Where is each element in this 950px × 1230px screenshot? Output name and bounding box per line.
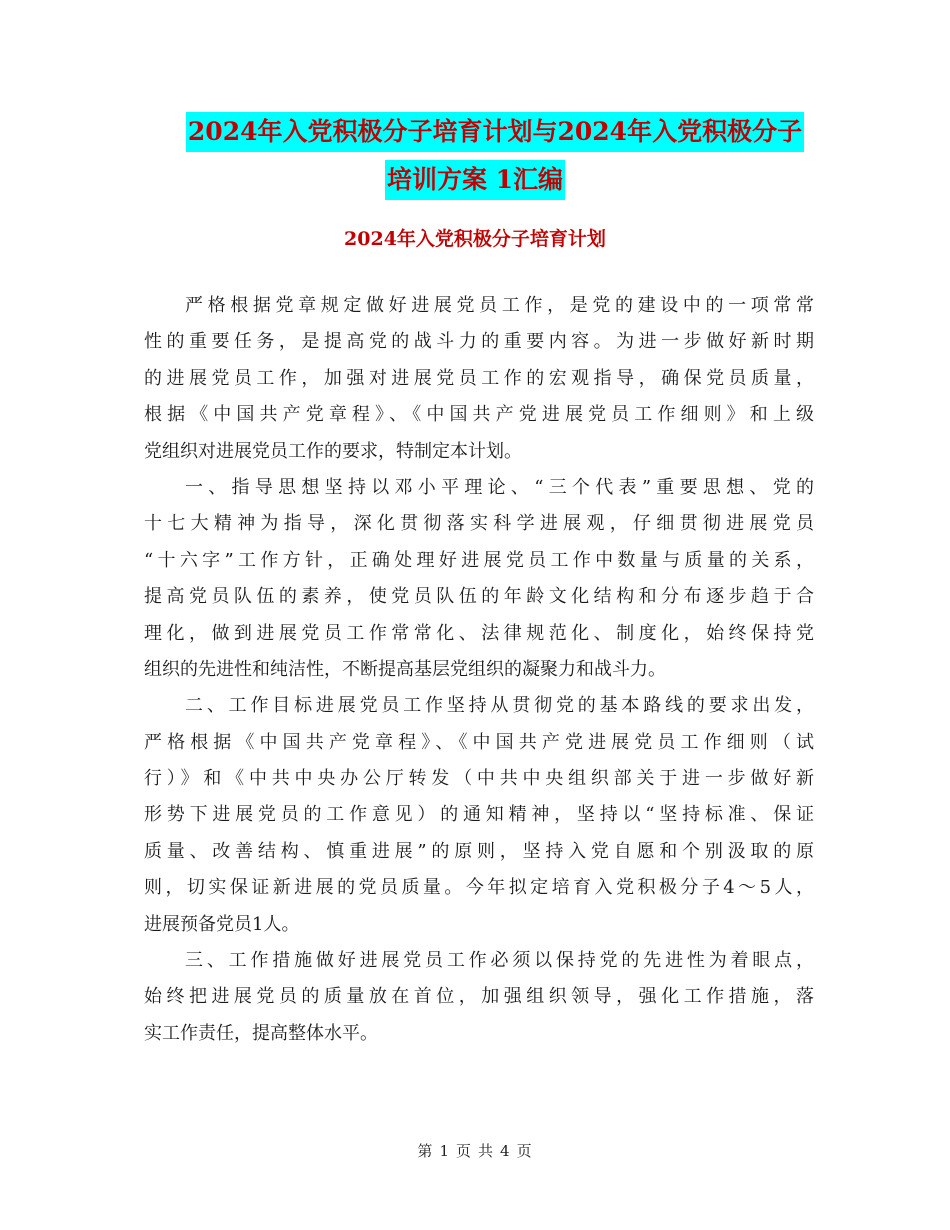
footer-total-pages: 4 <box>500 1142 511 1160</box>
paragraph-intro <box>144 288 814 470</box>
document-title <box>0 112 950 208</box>
title-line-1: 2024年入党积极分子培育计划与2024年入党积极分子 <box>186 112 804 152</box>
text-line: 提高党员队伍的素养，使党员队伍的年龄文化结构和分布逐步趋于合 <box>144 586 814 608</box>
text-line: 根据《中国共产党章程》、《中国共产党进展党员工作细则》和上级 <box>144 404 814 426</box>
text-line: 严格根据《中国共产党章程》、《中国共产党进展党员工作细则（试 <box>144 731 814 753</box>
text-line: 始终把进展党员的质量放在首位，加强组织领导，强化工作措施，落 <box>144 986 814 1008</box>
text-line: 三、工作措施做好进展党员工作必须以保持党的先进性为着眼点， <box>185 950 814 972</box>
page-footer <box>0 1140 950 1161</box>
text-line: 形势下进展党员的工作意见）的通知精神，坚持以“坚持标准、保证 <box>144 804 814 826</box>
text-line: 进展预备党员1人。 <box>144 913 300 935</box>
text-line: 一、指导思想坚持以邓小平理论、“三个代表”重要思想、党的 <box>185 476 814 498</box>
text-line: 严格根据党章规定做好进展党员工作，是党的建设中的一项常常 <box>185 295 814 316</box>
text-line: 党组织对进展党员工作的要求，特制定本计划。 <box>144 440 522 462</box>
footer-page-number: 1 <box>439 1142 450 1160</box>
paragraph-guiding-thought <box>144 470 814 688</box>
text-line: 的进展党员工作，加强对进展党员工作的宏观指导，确保党员质量， <box>144 367 814 389</box>
text-line: 则，切实保证新进展的党员质量。今年拟定培育入党积极分子4～5人， <box>144 877 814 899</box>
text-line: 性的重要任务，是提高党的战斗力的重要内容。为进一步做好新时期 <box>144 331 814 353</box>
text-line: 二、工作目标进展党员工作坚持从贯彻党的基本路线的要求出发， <box>185 695 814 717</box>
footer-page-label: 页 <box>455 1142 472 1160</box>
text-line: 质量、改善结构、慎重进展”的原则，坚持入党自愿和个别汲取的原 <box>144 840 814 862</box>
footer-total-label: 共 <box>478 1142 495 1160</box>
text-line: 组织的先进性和纯洁性，不断提高基层党组织的凝聚力和战斗力。 <box>144 658 666 680</box>
text-line: “十六字”工作方针，正确处理好进展党员工作中数量与质量的关系， <box>144 549 814 571</box>
paragraph-work-goals <box>144 688 814 943</box>
text-line: 行）》和《中共中央办公厅转发（中共中央组织部关于进一步做好新 <box>144 768 814 790</box>
document-body <box>144 288 814 1052</box>
text-line: 实工作责任，提高整体水平。 <box>144 1022 378 1044</box>
footer-prefix: 第 <box>417 1142 434 1160</box>
text-line: 十七大精神为指导，深化贯彻落实科学进展观，仔细贯彻进展党员 <box>144 513 814 535</box>
paragraph-work-measures <box>144 943 814 1052</box>
text-line: 理化，做到进展党员工作常常化、法律规范化、制度化，始终保持党 <box>144 622 814 644</box>
section-heading: 2024年入党积极分子培育计划 <box>344 228 606 250</box>
title-line-2: 培训方案 1汇编 <box>385 160 565 200</box>
footer-suffix: 页 <box>516 1142 533 1160</box>
